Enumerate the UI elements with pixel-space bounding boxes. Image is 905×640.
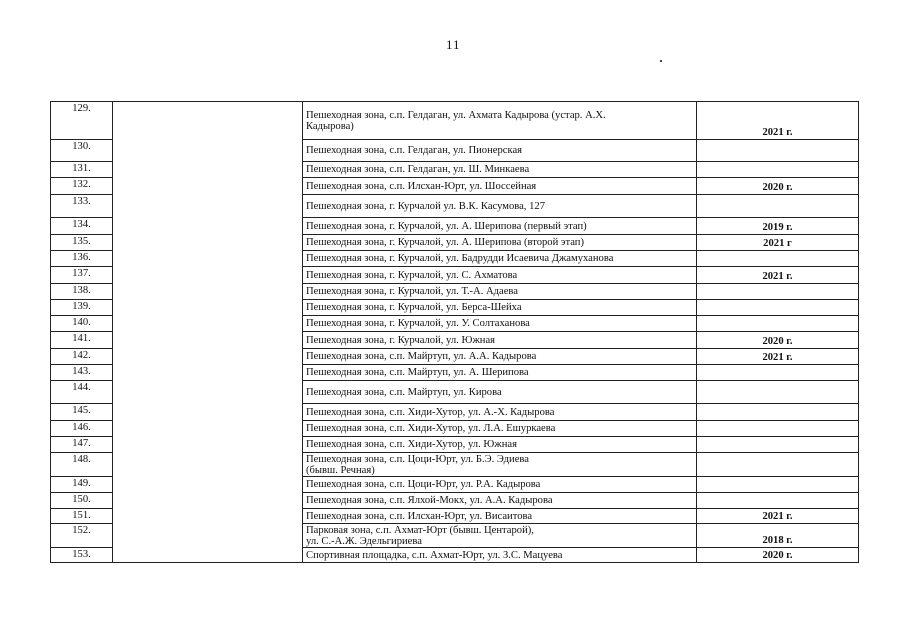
object-description-cell <box>303 195 697 218</box>
object-description-line: Пешеходная зона, с.п. Цоци-Юрт, ул. Р.А. Кадырова <box>306 479 541 490</box>
year-cell: 2021 г <box>697 235 859 251</box>
row-number-cell: 146. <box>51 421 113 437</box>
object-description-line: Пешеходная зона, с.п. Майртуп, ул. А.А. Кадырова <box>306 351 537 362</box>
table-row <box>51 102 859 140</box>
row-number-cell: 131. <box>51 162 113 178</box>
row-number-cell: 129. <box>51 102 113 140</box>
object-description-cell <box>303 548 697 563</box>
row-number-cell: 145. <box>51 404 113 421</box>
year-cell <box>697 437 859 453</box>
year-cell <box>697 381 859 404</box>
object-description-cell <box>303 251 697 267</box>
row-number-cell: 133. <box>51 195 113 218</box>
page-number: 11 <box>446 37 461 52</box>
object-description-line: Пешеходная зона, с.п. Цоци-Юрт, ул. Б.Э. Эдиева <box>306 453 529 465</box>
year-cell: 2021 г. <box>697 349 859 365</box>
year-cell: 2019 г. <box>697 218 859 235</box>
object-description-cell <box>303 140 697 162</box>
object-description-line: Пешеходная зона, с.п. Хиди-Хутор, ул. Южная <box>306 439 517 450</box>
object-description-line: Пешеходная зона, с.п. Майртуп, ул. Кирова <box>306 386 502 398</box>
object-description-line: Пешеходная зона, с.п. Гелдаган, ул. Ахмата Кадырова (устар. А.Х. <box>306 109 606 121</box>
row-number-cell: 151. <box>51 509 113 524</box>
row-number-cell: 143. <box>51 365 113 381</box>
year-cell <box>697 477 859 493</box>
row-number-cell: 141. <box>51 332 113 349</box>
year-cell <box>697 493 859 509</box>
year-cell: 2021 г. <box>697 102 859 140</box>
object-description-line: Пешеходная зона, с.п. Хиди-Хутор, ул. Л.А. Ешуркаева <box>306 423 556 434</box>
year-cell <box>697 421 859 437</box>
object-description-line: Пешеходная зона, г. Курчалой, ул. Южная <box>306 334 496 346</box>
row-number-cell: 130. <box>51 140 113 162</box>
object-description-cell <box>303 381 697 404</box>
object-description-cell <box>303 162 697 178</box>
row-number-cell: 139. <box>51 300 113 316</box>
year-cell <box>697 453 859 477</box>
row-number-cell: 149. <box>51 477 113 493</box>
object-description-cell <box>303 404 697 421</box>
object-description-cell <box>303 365 697 381</box>
row-number-cell: 136. <box>51 251 113 267</box>
year-cell <box>697 284 859 300</box>
table-body <box>51 102 859 563</box>
object-description-line: Пешеходная зона, г. Курчалой, ул. А. Шерипова (второй этап) <box>306 237 584 248</box>
object-description-line: Пешеходная зона, г. Курчалой, ул. С. Ахматова <box>306 269 518 281</box>
object-description-line: Пешеходная зона, г. Курчалой ул. В.К. Касумова, 127 <box>306 200 545 212</box>
row-number-cell: 144. <box>51 381 113 404</box>
object-description-cell <box>303 235 697 251</box>
row-number-cell: 142. <box>51 349 113 365</box>
year-cell <box>697 365 859 381</box>
object-description-cell <box>303 316 697 332</box>
object-description-line: Пешеходная зона, г. Курчалой, ул. А. Шерипова (первый этап) <box>306 220 587 232</box>
object-description-cell <box>303 300 697 316</box>
year-cell: 2018 г. <box>697 524 859 548</box>
object-description-cell <box>303 509 697 524</box>
object-description-cell <box>303 102 697 140</box>
row-number-cell: 153. <box>51 548 113 563</box>
object-description-cell <box>303 524 697 548</box>
year-cell: 2020 г. <box>697 178 859 195</box>
object-description-cell <box>303 178 697 195</box>
object-description-cell <box>303 493 697 509</box>
object-description-line: Пешеходная зона, г. Курчалой, ул. У. Солтаханова <box>306 318 530 329</box>
object-description-cell <box>303 267 697 284</box>
object-description-line: Спортивная площадка, с.п. Ахмат-Юрт, ул. З.С. Мацуева <box>306 549 563 561</box>
object-description-cell <box>303 453 697 477</box>
object-description-cell <box>303 421 697 437</box>
object-description-cell <box>303 332 697 349</box>
row-number-cell: 152. <box>51 524 113 548</box>
row-number-cell: 148. <box>51 453 113 477</box>
objects-table <box>50 101 859 563</box>
year-cell <box>697 300 859 316</box>
object-description-cell <box>303 284 697 300</box>
year-cell: 2020 г. <box>697 332 859 349</box>
object-description-line: Пешеходная зона, с.п. Хиди-Хутор, ул. А.-Х. Кадырова <box>306 406 555 418</box>
empty-column-cell <box>113 102 303 563</box>
object-description-cell <box>303 477 697 493</box>
year-cell <box>697 316 859 332</box>
object-description-line: Пешеходная зона, с.п. Гелдаган, ул. Ш. Минкаева <box>306 164 530 175</box>
year-cell: 2021 г. <box>697 509 859 524</box>
row-number-cell: 138. <box>51 284 113 300</box>
year-cell: 2020 г. <box>697 548 859 563</box>
row-number-cell: 137. <box>51 267 113 284</box>
object-description-line: Пешеходная зона, г. Курчалой, ул. Т.-А. Адаева <box>306 286 519 297</box>
object-description-line: (бывш. Речная) <box>306 464 375 476</box>
object-description-line: Парковая зона, с.п. Ахмат-Юрт (бывш. Центарой), <box>306 524 534 536</box>
year-cell <box>697 162 859 178</box>
year-cell <box>697 140 859 162</box>
object-description-cell <box>303 218 697 235</box>
object-description-line: ул. С.-А.Ж. Эдельгириева <box>306 535 422 547</box>
year-cell: 2021 г. <box>697 267 859 284</box>
scan-speck <box>660 60 662 62</box>
object-description-line: Пешеходная зона, с.п. Илсхан-Юрт, ул. Шоссейная <box>306 180 537 192</box>
year-cell <box>697 195 859 218</box>
object-description-line: Пешеходная зона, с.п. Ялхой-Мокх, ул. А.А. Кадырова <box>306 495 553 506</box>
object-description-line: Пешеходная зона, с.п. Гелдаган, ул. Пионерская <box>306 145 523 156</box>
row-number-cell: 140. <box>51 316 113 332</box>
object-description-line: Пешеходная зона, с.п. Илсхан-Юрт, ул. Висаитова <box>306 510 533 522</box>
object-description-line: Пешеходная зона, г. Курчалой, ул. Берса-Шейха <box>306 302 522 313</box>
object-description-cell <box>303 349 697 365</box>
row-number-cell: 135. <box>51 235 113 251</box>
row-number-cell: 132. <box>51 178 113 195</box>
object-description-cell <box>303 437 697 453</box>
row-number-cell: 134. <box>51 218 113 235</box>
row-number-cell: 150. <box>51 493 113 509</box>
object-description-line: Пешеходная зона, с.п. Майртуп, ул. А. Шерипова <box>306 367 529 378</box>
object-description-line: Пешеходная зона, г. Курчалой, ул. Бадрудди Исаевича Джамуханова <box>306 253 614 264</box>
year-cell <box>697 404 859 421</box>
row-number-cell: 147. <box>51 437 113 453</box>
object-description-line: Кадырова) <box>306 120 354 132</box>
year-cell <box>697 251 859 267</box>
